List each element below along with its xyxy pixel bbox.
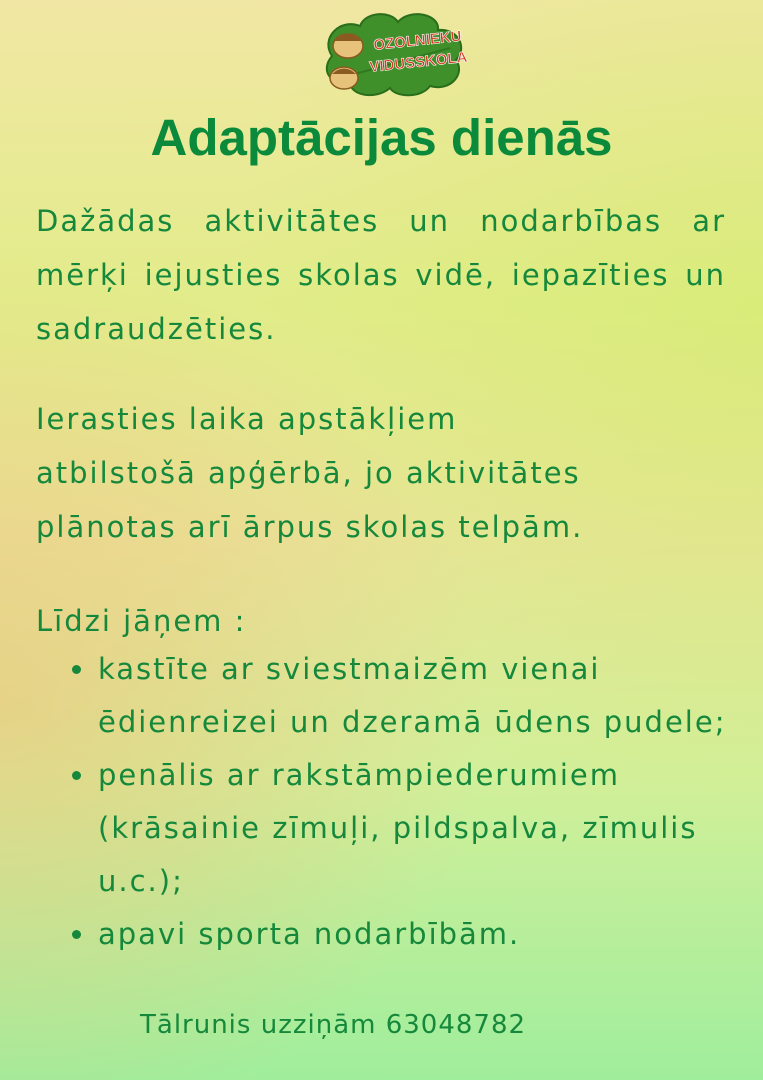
- list-item: [64, 749, 734, 908]
- list-item: [64, 643, 734, 749]
- bring-list: [64, 643, 734, 961]
- oak-leaf-logo-icon: [310, 8, 470, 98]
- list-item-text: kastīte ar sviestmaizēm vienai ēdienreizei un dzeramā ūdens pudele;: [98, 652, 727, 739]
- phone-info: Tālrunis uzziņām 63048782: [140, 1010, 527, 1040]
- logo-line1: OZOLNIEKU: [372, 27, 463, 54]
- bullet-icon: [72, 930, 81, 939]
- logo-line2: VIDUSSKOLA: [368, 48, 469, 76]
- clothing-line: plānotas arī ārpus skolas telpām.: [36, 510, 584, 544]
- list-item-text: apavi sporta nodarbībām.: [98, 917, 521, 951]
- list-item: [64, 908, 734, 961]
- bullet-icon: [72, 665, 81, 674]
- page-title: Adaptācijas dienās: [150, 109, 613, 166]
- bullet-icon: [72, 771, 81, 780]
- clothing-line: atbilstošā apģērbā, jo aktivitātes: [36, 456, 581, 490]
- intro-paragraph: Dažādas aktivitātes un nodarbības ar mērķi iejusties skolas vidē, iepazīties un sadraudzēties.: [36, 204, 726, 346]
- list-item-text: penālis ar rakstāmpiederumiem (krāsainie zīmuļi, pildspalva, zīmulis u.c.);: [98, 758, 698, 898]
- clothing-paragraph: [36, 392, 726, 554]
- clothing-line: Ierasties laika apstākļiem: [36, 402, 458, 436]
- school-logo: [310, 8, 470, 98]
- bring-heading: Līdzi jāņem :: [36, 604, 247, 638]
